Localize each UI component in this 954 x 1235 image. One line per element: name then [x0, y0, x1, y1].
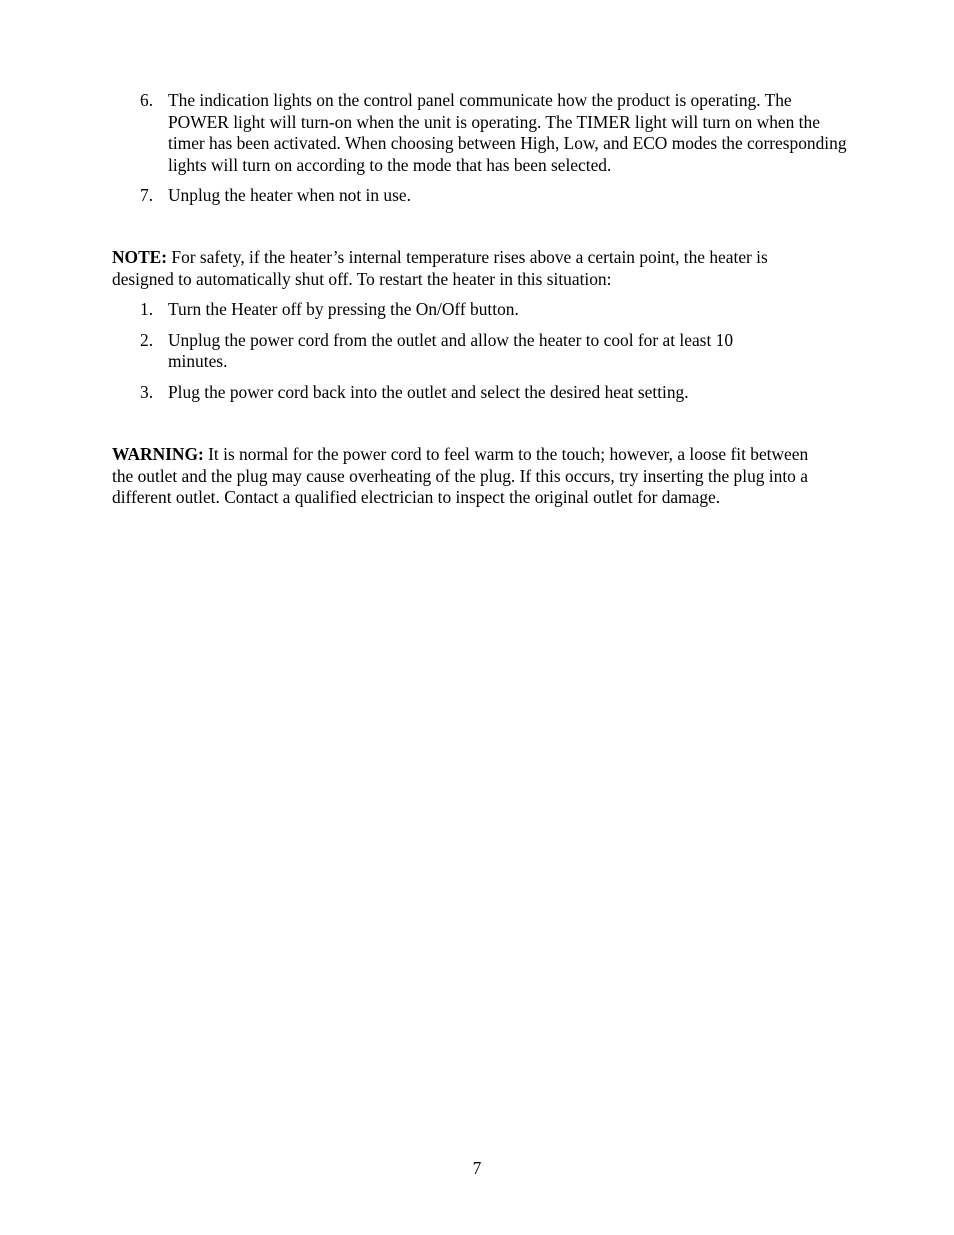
warning-paragraph: [112, 444, 832, 509]
page-number: 7: [472, 1158, 482, 1178]
list-item-number: 3.: [140, 381, 154, 402]
list-item: [112, 330, 852, 373]
note-paragraph: [112, 247, 832, 290]
warning-label: WARNING:: [112, 444, 204, 464]
operation-list: [112, 90, 852, 216]
list-item: [112, 299, 852, 321]
list-item-number: 2.: [140, 329, 154, 350]
list-item-text: Unplug the heater when not in use.: [168, 185, 411, 205]
list-item-text: Unplug the power cord from the outlet and allow the heater to cool for at least 10 minutes.: [168, 329, 734, 371]
list-item-text: The indication lights on the control panel communicate how the product is operating. The POWER light will turn-on when the unit is operating. The TIMER light will turn on when the timer has been activated. When choosing between High, Low, and ECO modes the corresponding lights will turn on according to the mode that has been selected.: [168, 90, 847, 175]
list-item-number: 7.: [140, 185, 154, 205]
list-item: [112, 382, 852, 404]
list-item-text: Plug the power cord back into the outlet and select the desired heat setting.: [168, 381, 689, 402]
list-item: [112, 90, 852, 176]
warning-text: It is normal for the power cord to feel warm to the touch; however, a loose fit between the outlet and the plug may cause overheating of the plug. If this occurs, try inserting the plug into a different outlet. Contact a qualified electrician to inspect the original outlet for damage.: [112, 444, 809, 507]
list-item-number: 6.: [140, 90, 154, 110]
note-label: NOTE:: [112, 247, 168, 267]
list-item: [112, 185, 852, 207]
list-item-text: Turn the Heater off by pressing the On/Off button.: [168, 299, 519, 319]
restart-steps-list: [112, 299, 852, 412]
note-text: For safety, if the heater’s internal temperature rises above a certain point, the heater is designed to automatically shut off. To restart the heater in this situation:: [112, 247, 768, 289]
list-item-number: 1.: [140, 299, 154, 319]
